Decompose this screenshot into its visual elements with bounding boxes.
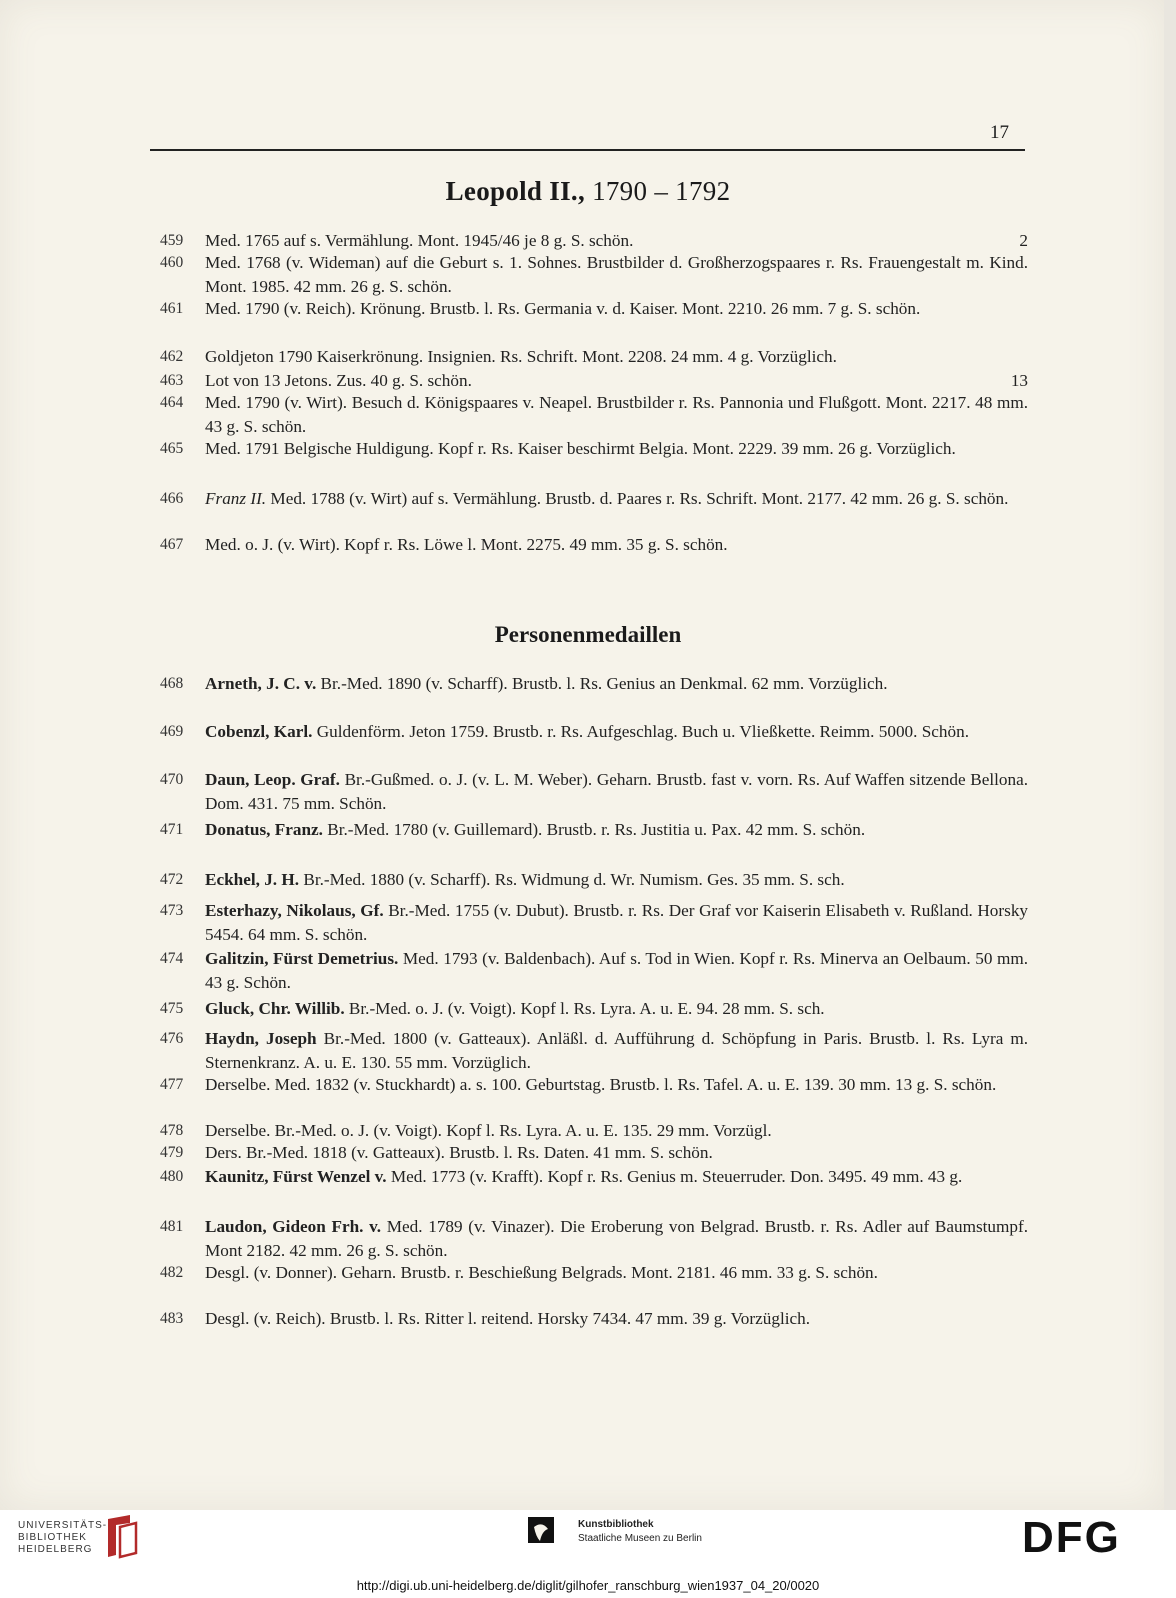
entry-number: 483 <box>160 1310 184 1327</box>
catalog-entry <box>160 251 1028 299</box>
entry-text <box>205 1141 1028 1165</box>
entry-number: 471 <box>160 821 184 838</box>
catalog-entry <box>160 720 1028 744</box>
entry-description: Br.-Med. 1755 (v. Dubut). Brustb. r. Rs. Der Graf vor Kaiserin Elisabeth v. Rußland. Horsky 5454. 64 mm. S. schön. <box>205 901 1029 944</box>
catalog-entry <box>160 533 1028 557</box>
entry-description: Med. 1768 (v. Wideman) auf die Geburt s. 1. Sohnes. Brustbilder d. Großherzogspaares r. Rs. Frauengestalt m. Kind. Mont. 1985. 42 mm. 26 g. S. schön. <box>205 253 1028 296</box>
entry-description: Desgl. (v. Reich). Brustb. l. Rs. Ritter l. reitend. Horsky 7434. 47 mm. 39 g. Vorzüglich. <box>205 1309 811 1328</box>
catalog-entry <box>160 997 1028 1021</box>
entry-number: 463 <box>160 372 184 389</box>
catalog-entry <box>160 1261 1028 1285</box>
catalog-entry <box>160 868 1028 892</box>
entry-text <box>205 345 1028 369</box>
entry-description: Goldjeton 1790 Kaiserkrönung. Insignien. Rs. Schrift. Mont. 2208. 24 mm. 4 g. Vorzüglich. <box>205 347 837 366</box>
entry-text <box>205 1165 1028 1189</box>
entry-text <box>205 768 1028 816</box>
entry-description: Med. 1790 (v. Wirt). Besuch d. Königspaares v. Neapel. Brustbilder r. Rs. Pannonia und Flußgott. Mont. 2217. 48 mm. 43 g. S. schön. <box>205 393 1028 436</box>
entry-number: 472 <box>160 871 184 888</box>
scan-edge <box>1164 0 1176 1510</box>
entry-text <box>205 1261 1028 1285</box>
entry-number: 475 <box>160 1000 184 1017</box>
entry-number: 480 <box>160 1168 184 1185</box>
entry-person-name: Laudon, Gideon Frh. v. <box>205 1217 382 1236</box>
entry-text <box>205 297 1028 321</box>
entry-person-name: Galitzin, Fürst Demetrius. <box>205 949 399 968</box>
entry-person-name: Cobenzl, Karl. <box>205 722 313 741</box>
ub-line2: BIBLIOTHEK <box>18 1532 87 1543</box>
catalog-entry <box>160 1073 1028 1097</box>
entry-number: 478 <box>160 1122 184 1139</box>
entry-description: Med. 1793 (v. Baldenbach). Auf s. Tod in Wien. Kopf r. Rs. Minerva an Oelbaum. 50 mm. 43 g. Schön. <box>205 949 1028 992</box>
page-number: 17 <box>990 122 1009 143</box>
entry-text <box>205 487 1028 511</box>
entry-text <box>205 391 1028 439</box>
catalog-entry <box>160 672 1028 696</box>
entry-text <box>205 868 1028 892</box>
entry-text <box>205 672 1028 696</box>
catalog-entry <box>160 1165 1028 1189</box>
entry-description: Guldenförm. Jeton 1759. Brustb. r. Rs. Aufgeschlag. Buch u. Vließkette. Reimm. 5000. Schön. <box>316 722 969 741</box>
entry-number: 473 <box>160 902 184 919</box>
section-title-leopold <box>0 176 1176 207</box>
entry-text <box>205 533 1028 557</box>
entry-text <box>205 947 1028 995</box>
entry-text <box>205 720 1028 744</box>
entry-number: 462 <box>160 348 184 365</box>
ub-line1: UNIVERSITÄTS- <box>18 1520 108 1531</box>
entry-text <box>205 229 1028 253</box>
entry-description: Med. 1790 (v. Reich). Krönung. Brustb. l. Rs. Germania v. d. Kaiser. Mont. 2210. 26 mm. 7 g. S. schön. <box>205 299 921 318</box>
catalog-entry <box>160 369 1028 393</box>
entry-number: 482 <box>160 1264 184 1281</box>
entry-description: Br.-Med. o. J. (v. Voigt). Kopf l. Rs. Lyra. A. u. E. 94. 28 mm. S. sch. <box>348 999 825 1018</box>
entry-text <box>205 1119 1028 1143</box>
catalog-entry <box>160 818 1028 842</box>
catalog-entry <box>160 437 1028 461</box>
entry-number: 466 <box>160 490 184 507</box>
entry-number: 460 <box>160 254 184 271</box>
catalog-entry <box>160 297 1028 321</box>
entry-description: Derselbe. Med. 1832 (v. Stuckhardt) a. s. 100. Geburtstag. Brustb. l. Rs. Tafel. A. u. E. 139. 30 mm. 13 g. S. schön. <box>205 1075 997 1094</box>
title-main: Leopold II., <box>445 176 586 206</box>
entry-person-name: Kaunitz, Fürst Wenzel v. <box>205 1167 387 1186</box>
ub-line3: HEIDELBERG <box>18 1544 93 1555</box>
entry-description: Med. 1765 auf s. Vermählung. Mont. 1945/46 je 8 g. S. schön. <box>205 231 634 250</box>
header-rule <box>150 149 1025 151</box>
entry-description: Ders. Br.-Med. 1818 (v. Gatteaux). Brustb. l. Rs. Daten. 41 mm. S. schön. <box>205 1143 713 1162</box>
kb-line2: Staatliche Museen zu Berlin <box>578 1533 702 1544</box>
entry-description: Br.-Med. 1890 (v. Scharff). Brustb. l. Rs. Genius an Denkmal. 62 mm. Vorzüglich. <box>320 674 888 693</box>
entry-text <box>205 251 1028 299</box>
entry-number: 474 <box>160 950 184 967</box>
entry-number: 469 <box>160 723 184 740</box>
entry-description: Med. 1773 (v. Krafft). Kopf r. Rs. Genius m. Steuerruder. Don. 3495. 49 mm. 43 g. <box>390 1167 963 1186</box>
catalog-entry <box>160 1119 1028 1143</box>
entry-text <box>205 1307 1028 1331</box>
entry-person-name: Daun, Leop. Graf. <box>205 770 340 789</box>
catalog-entry <box>160 345 1028 369</box>
entry-description: Med. o. J. (v. Wirt). Kopf r. Rs. Löwe l. Mont. 2275. 49 mm. 35 g. S. schön. <box>205 535 728 554</box>
entry-description: Lot von 13 Jetons. Zus. 40 g. S. schön. <box>205 371 472 390</box>
kunstbibliothek-text <box>578 1518 702 1546</box>
entry-text <box>205 437 1028 461</box>
entry-person-name: Arneth, J. C. v. <box>205 674 317 693</box>
entry-number: 461 <box>160 300 184 317</box>
entry-number: 464 <box>160 394 184 411</box>
entry-value: 13 <box>1010 371 1028 390</box>
section-title-personenmedaillen: Personenmedaillen <box>494 622 682 647</box>
dfg-logo[interactable]: DFG <box>1022 1513 1121 1562</box>
entry-text <box>205 369 1028 393</box>
ub-heidelberg-logo-text[interactable] <box>18 1520 107 1556</box>
entry-description: Derselbe. Br.-Med. o. J. (v. Voigt). Kopf l. Rs. Lyra. A. u. E. 135. 29 mm. Vorzügl. <box>205 1121 772 1140</box>
catalog-entry <box>160 1307 1028 1331</box>
entry-description: Br.-Med. 1880 (v. Scharff). Rs. Widmung d. Wr. Numism. Ges. 35 mm. S. sch. <box>303 870 845 889</box>
ub-heidelberg-logo-icon[interactable] <box>102 1513 144 1559</box>
entry-description: Br.-Med. 1800 (v. Gatteaux). Anläßl. d. Aufführung d. Schöpfung in Paris. Brustb. l. Rs. Lyra m. Sternenkranz. A. u. E. 130. 55 mm. Vorzüglich. <box>205 1029 1029 1072</box>
entry-text <box>205 1215 1028 1263</box>
entry-value: 2 <box>1019 231 1028 250</box>
entry-person-name: Esterhazy, Nikolaus, Gf. <box>205 901 384 920</box>
entry-italic-label: Franz II. <box>205 489 267 508</box>
entry-person-name: Haydn, Joseph <box>205 1029 317 1048</box>
entry-text <box>205 1073 1028 1097</box>
catalog-entry <box>160 899 1028 947</box>
entry-description: Med. 1789 (v. Vinazer). Die Eroberung von Belgrad. Brustb. r. Rs. Adler auf Baumstumpf. Mont 2182. 42 mm. 26 g. S. schön. <box>205 1217 1028 1260</box>
entry-number: 476 <box>160 1030 184 1047</box>
entry-person-name: Gluck, Chr. Willib. <box>205 999 345 1018</box>
entry-number: 477 <box>160 1076 184 1093</box>
catalog-entry <box>160 768 1028 816</box>
entry-text <box>205 1027 1028 1075</box>
catalog-entry <box>160 487 1028 511</box>
catalog-entry <box>160 1141 1028 1165</box>
entry-person-name: Eckhel, J. H. <box>205 870 300 889</box>
catalog-entry <box>160 1027 1028 1075</box>
catalog-entry <box>160 229 1028 253</box>
entry-text <box>205 818 1028 842</box>
kunstbibliothek-logo-icon[interactable] <box>528 1517 568 1557</box>
entry-number: 468 <box>160 675 184 692</box>
catalog-entry <box>160 947 1028 995</box>
entry-number: 479 <box>160 1144 184 1161</box>
entry-number: 459 <box>160 232 184 249</box>
page-url[interactable]: http://digi.ub.uni-heidelberg.de/diglit/gilhofer_ranschburg_wien1937_04_20/0020 <box>356 1578 820 1593</box>
catalog-entry <box>160 1215 1028 1263</box>
entry-description: Br.-Gußmed. o. J. (v. L. M. Weber). Geharn. Brustb. fast v. vorn. Rs. Auf Waffen sitzende Bellona. Dom. 431. 75 mm. Schön. <box>205 770 1029 813</box>
entry-number: 465 <box>160 440 184 457</box>
entry-text <box>205 899 1028 947</box>
entry-text <box>205 997 1028 1021</box>
entry-description: Desgl. (v. Donner). Geharn. Brustb. r. Beschießung Belgrads. Mont. 2181. 46 mm. 33 g. S. schön. <box>205 1263 878 1282</box>
entry-description: Med. 1791 Belgische Huldigung. Kopf r. Rs. Kaiser beschirmt Belgia. Mont. 2229. 39 mm. 26 g. Vorzüglich. <box>205 439 956 458</box>
catalog-entry <box>160 391 1028 439</box>
entry-number: 467 <box>160 536 184 553</box>
entry-person-name: Donatus, Franz. <box>205 820 323 839</box>
title-years: 1790 – 1792 <box>592 176 731 206</box>
entry-number: 470 <box>160 771 184 788</box>
entry-description: Br.-Med. 1780 (v. Guillemard). Brustb. r. Rs. Justitia u. Pax. 42 mm. S. schön. <box>327 820 866 839</box>
entry-description: Med. 1788 (v. Wirt) auf s. Vermählung. Brustb. d. Paares r. Rs. Schrift. Mont. 2177. 42 mm. 26 g. S. schön. <box>270 489 1009 508</box>
kb-line1: Kunstbibliothek <box>578 1519 654 1530</box>
entry-number: 481 <box>160 1218 184 1235</box>
